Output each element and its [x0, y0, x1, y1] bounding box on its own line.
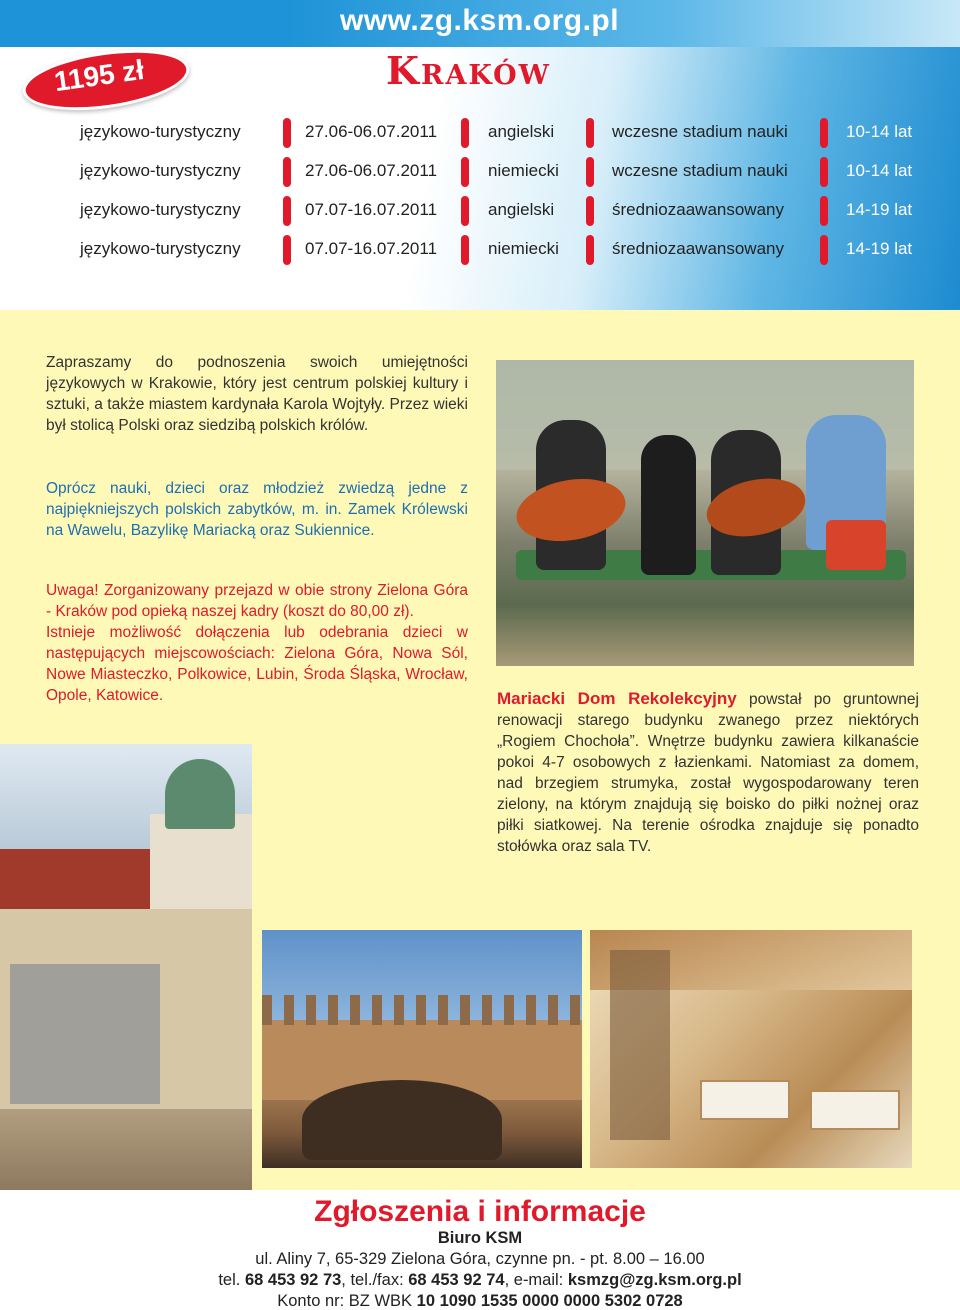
separator: [586, 235, 594, 265]
course-type: językowo-turystyczny: [80, 200, 241, 219]
separator: [283, 196, 291, 226]
separator: [586, 157, 594, 187]
separator: [283, 118, 291, 148]
course-type: językowo-turystyczny: [80, 122, 241, 141]
course-level: wczesne stadium nauki: [612, 161, 788, 180]
course-age: 14-19 lat: [846, 200, 913, 219]
separator: [586, 196, 594, 226]
separator: [461, 235, 469, 265]
separator: [820, 196, 828, 226]
course-dates: 27.06-06.07.2011: [305, 122, 438, 141]
footer-office: Biuro KSM: [437, 1229, 523, 1247]
course-language: angielski: [488, 200, 555, 219]
pickup-text: Istnieje możliwość dołączenia lub odebrania dzieci w następujących miejscowościach: Zielona Góra, Nowa Sól, Nowe Miasteczko, Polkowice, Lubin, Środa Śląska, Wrocław, Opole, Katowice.: [46, 624, 468, 704]
course-row: [0, 118, 960, 148]
course-dates: 07.07-16.07.2011: [305, 239, 438, 258]
course-level: wczesne stadium nauki: [612, 122, 788, 141]
wawel-castle-photo: [0, 744, 252, 1190]
course-row: [0, 157, 960, 187]
course-level: średniozaawansowany: [612, 239, 784, 258]
course-age: 14-19 lat: [846, 239, 913, 258]
accommodation-name: Mariacki Dom Rekolekcyjny: [497, 689, 737, 708]
course-dates: 07.07-16.07.2011: [305, 200, 438, 219]
room-interior-photo: [590, 930, 912, 1168]
separator: [283, 235, 291, 265]
email-label: , e-mail:: [504, 1271, 568, 1289]
course-language: niemiecki: [488, 239, 559, 258]
footer-title: Zgłoszenia i informacje: [314, 1195, 646, 1228]
separator: [461, 196, 469, 226]
course-type: językowo-turystyczny: [80, 239, 241, 258]
tel-label: tel.: [218, 1271, 245, 1289]
notice-block: [46, 580, 468, 706]
separator: [461, 157, 469, 187]
accommodation-paragraph: [497, 688, 919, 857]
page-title: Kraków: [386, 48, 551, 93]
email-link[interactable]: ksmzg@zg.ksm.org.pl: [567, 1271, 742, 1289]
notice-text: Uwaga! Zorganizowany przejazd w obie strony Zielona Góra - Kraków pod opieką naszej kadry (koszt do 80,00 zł).: [46, 582, 468, 620]
intro-paragraph: Zapraszamy do podnoszenia swoich umiejętności językowych w Krakowie, który jest centrum polskiej kultury i sztuki, a także miastem kardynała Karola Wojtyły. Przez wieki był stolicą Polski oraz siedzibą polskich królów.: [46, 354, 468, 434]
separator: [283, 157, 291, 187]
fax-label: , tel./fax:: [341, 1271, 409, 1289]
course-language: angielski: [488, 122, 555, 141]
course-age: 10-14 lat: [846, 161, 913, 180]
separator: [820, 157, 828, 187]
course-type: językowo-turystyczny: [80, 161, 241, 180]
course-row: [0, 196, 960, 226]
website-url[interactable]: www.zg.ksm.org.pl: [340, 4, 620, 37]
footer-address: ul. Aliny 7, 65-329 Zielona Góra, czynne pn. - pt. 8.00 – 16.00: [255, 1250, 705, 1268]
course-language: niemiecki: [488, 161, 559, 180]
tel-number[interactable]: 68 453 92 73: [244, 1271, 342, 1289]
separator: [820, 235, 828, 265]
course-row: [0, 235, 960, 265]
course-age: 10-14 lat: [846, 122, 913, 141]
fax-number[interactable]: 68 453 92 74: [408, 1271, 505, 1289]
footer-contact: [0, 1271, 960, 1290]
sights-paragraph: Oprócz nauki, dzieci oraz młodzież zwiedzą jedne z najpiękniejszych polskich zabytków, m. in. Zamek Królewski na Wawelu, Bazylikę Mariacką oraz Sukiennice.: [46, 480, 468, 539]
separator: [586, 118, 594, 148]
account-number: 10 1090 1535 0000 0000 5302 0728: [416, 1292, 683, 1310]
account-label: Konto nr: BZ WBK: [277, 1292, 417, 1310]
footer-account: [0, 1292, 960, 1310]
price-label: 1195 zł: [52, 53, 146, 98]
course-level: średniozaawansowany: [612, 200, 784, 219]
course-dates: 27.06-06.07.2011: [305, 161, 438, 180]
separator: [820, 118, 828, 148]
students-guitar-photo: [496, 360, 914, 666]
accommodation-text: powstał po gruntownej renowacji starego budynku zwanego przez niektórych „Rogiem Chochoła”. Wnętrze budynku zawiera kilkanaście pokoi 4-7 osobowych z łazienkami. Natomiast za domem, nad brzegiem strumyka, został wygospodarowany teren zielony, na którym znajdują się boisko do piłki nożnej oraz piłki siatkowej. Na terenie ośrodka znajduje się ponadto stołówka oraz sala TV.: [497, 691, 919, 855]
sukiennice-square-photo: [262, 930, 582, 1168]
separator: [461, 118, 469, 148]
